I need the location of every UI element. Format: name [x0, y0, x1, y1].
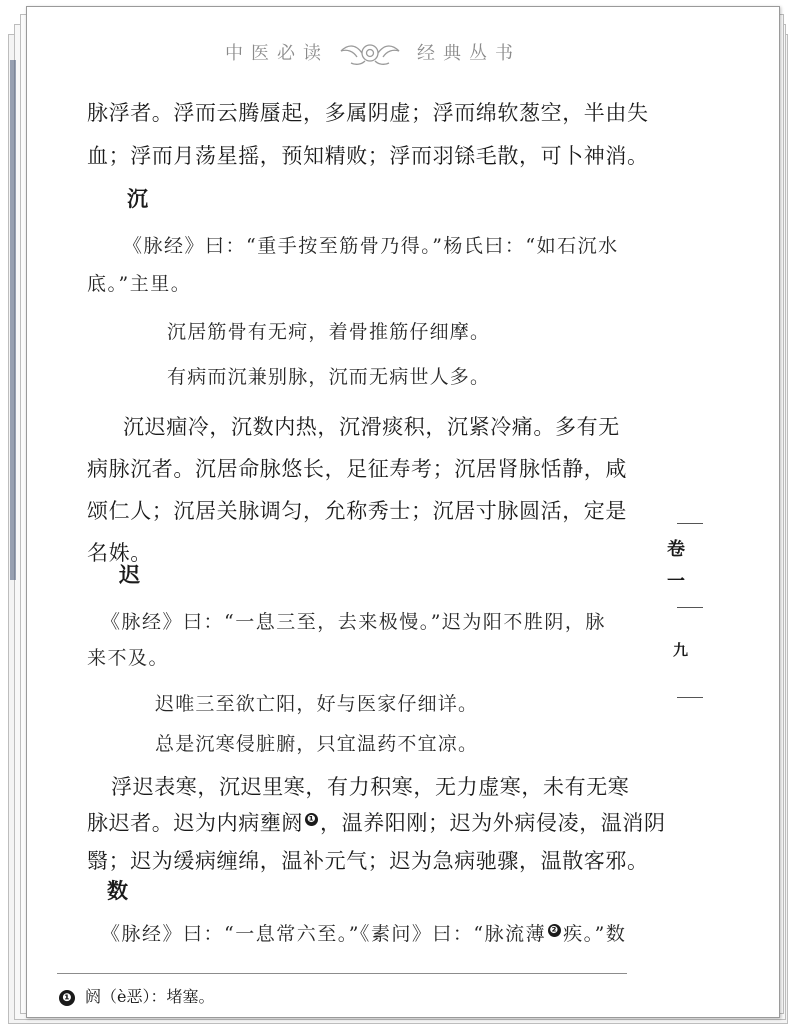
- footnote: [59, 984, 214, 1007]
- paragraph-line: 病脉沉者。沉居命脉悠长，足征寿考；沉居肾脉恬静，咸: [87, 457, 627, 481]
- paragraph-line: 颂仁人；沉居关脉调匀，允称秀士；沉居寸脉圆活，定是: [87, 499, 627, 523]
- footnote-mark: ❶: [59, 990, 75, 1006]
- paragraph-line: 血；浮而月荡星摇，预知精败；浮而羽铩毛散，可卜神消。: [87, 144, 649, 168]
- footnote-marker-2[interactable]: ❷: [549, 924, 560, 936]
- paragraph-text: ，温养阳刚；迟为外病侵凌，温消阴: [320, 811, 666, 835]
- series-title-right: 经典丛书: [417, 43, 521, 64]
- paragraph-line: 沉迟痼冷，沉数内热，沉滑痰积，沉紧冷痛。多有无: [123, 415, 620, 439]
- quote-text: 疾。”数: [563, 923, 627, 945]
- paragraph-line: 翳；迟为缓病缠绵，温补元气；迟为急病驰骤，温散客邪。: [87, 849, 649, 873]
- volume-number: 一: [667, 571, 685, 592]
- paragraph-line: 脉浮者。浮而云腾蜃起，多属阴虚；浮而绵软葱空，半由失: [87, 101, 649, 125]
- quote-line: 《脉经》曰：“重手按至筋骨乃得。”杨氏曰：“如石沉水: [123, 235, 619, 257]
- quote-line: 底。”主里。: [87, 273, 192, 295]
- floral-ornament-icon: [335, 39, 405, 67]
- series-title-left: 中医必读: [225, 43, 329, 64]
- footnote-text: 阏（è恶）：堵塞。: [85, 987, 215, 1006]
- book-spine-strip: [10, 60, 16, 580]
- footnote-marker-1[interactable]: ❶: [306, 814, 317, 825]
- tab-rule: [677, 607, 703, 608]
- paragraph-line: [87, 807, 666, 837]
- quote-text: 《脉经》曰：“一息常六至。”《素问》曰：“脉流薄: [101, 923, 547, 945]
- running-header: [217, 31, 537, 77]
- paragraph-line: 浮迟表寒，沉迟里寒，有力积寒，无力虚寒，未有无寒: [111, 775, 630, 799]
- quote-line: 《脉经》曰：“一息三至，去来极慢。”迟为阳不胜阴，脉: [101, 611, 606, 633]
- section-heading-chi: 迟: [119, 562, 142, 587]
- book-page: [26, 6, 780, 1018]
- footnote-divider: [57, 973, 627, 974]
- volume-label: 卷: [667, 539, 685, 560]
- quote-line: [101, 919, 626, 946]
- quote-line: 来不及。: [87, 647, 170, 669]
- verse-line: 总是沉寒侵脏腑，只宜温药不宜凉。: [155, 733, 479, 755]
- tab-rule: [677, 523, 703, 524]
- page-number: 九: [673, 641, 689, 659]
- paragraph-text: 脉迟者。迟为内病壅阏: [87, 811, 303, 835]
- paragraph-line: 名姝。: [87, 541, 152, 565]
- verse-line: 沉居筋骨有无疴，着骨推筋仔细摩。: [167, 321, 491, 343]
- section-heading-chen: 沉: [127, 186, 150, 211]
- verse-line: 有病而沉兼别脉，沉而无病世人多。: [167, 366, 491, 388]
- section-heading-shu: 数: [107, 878, 130, 903]
- tab-rule: [677, 697, 703, 698]
- verse-line: 迟唯三至欲亡阳，好与医家仔细详。: [155, 693, 479, 715]
